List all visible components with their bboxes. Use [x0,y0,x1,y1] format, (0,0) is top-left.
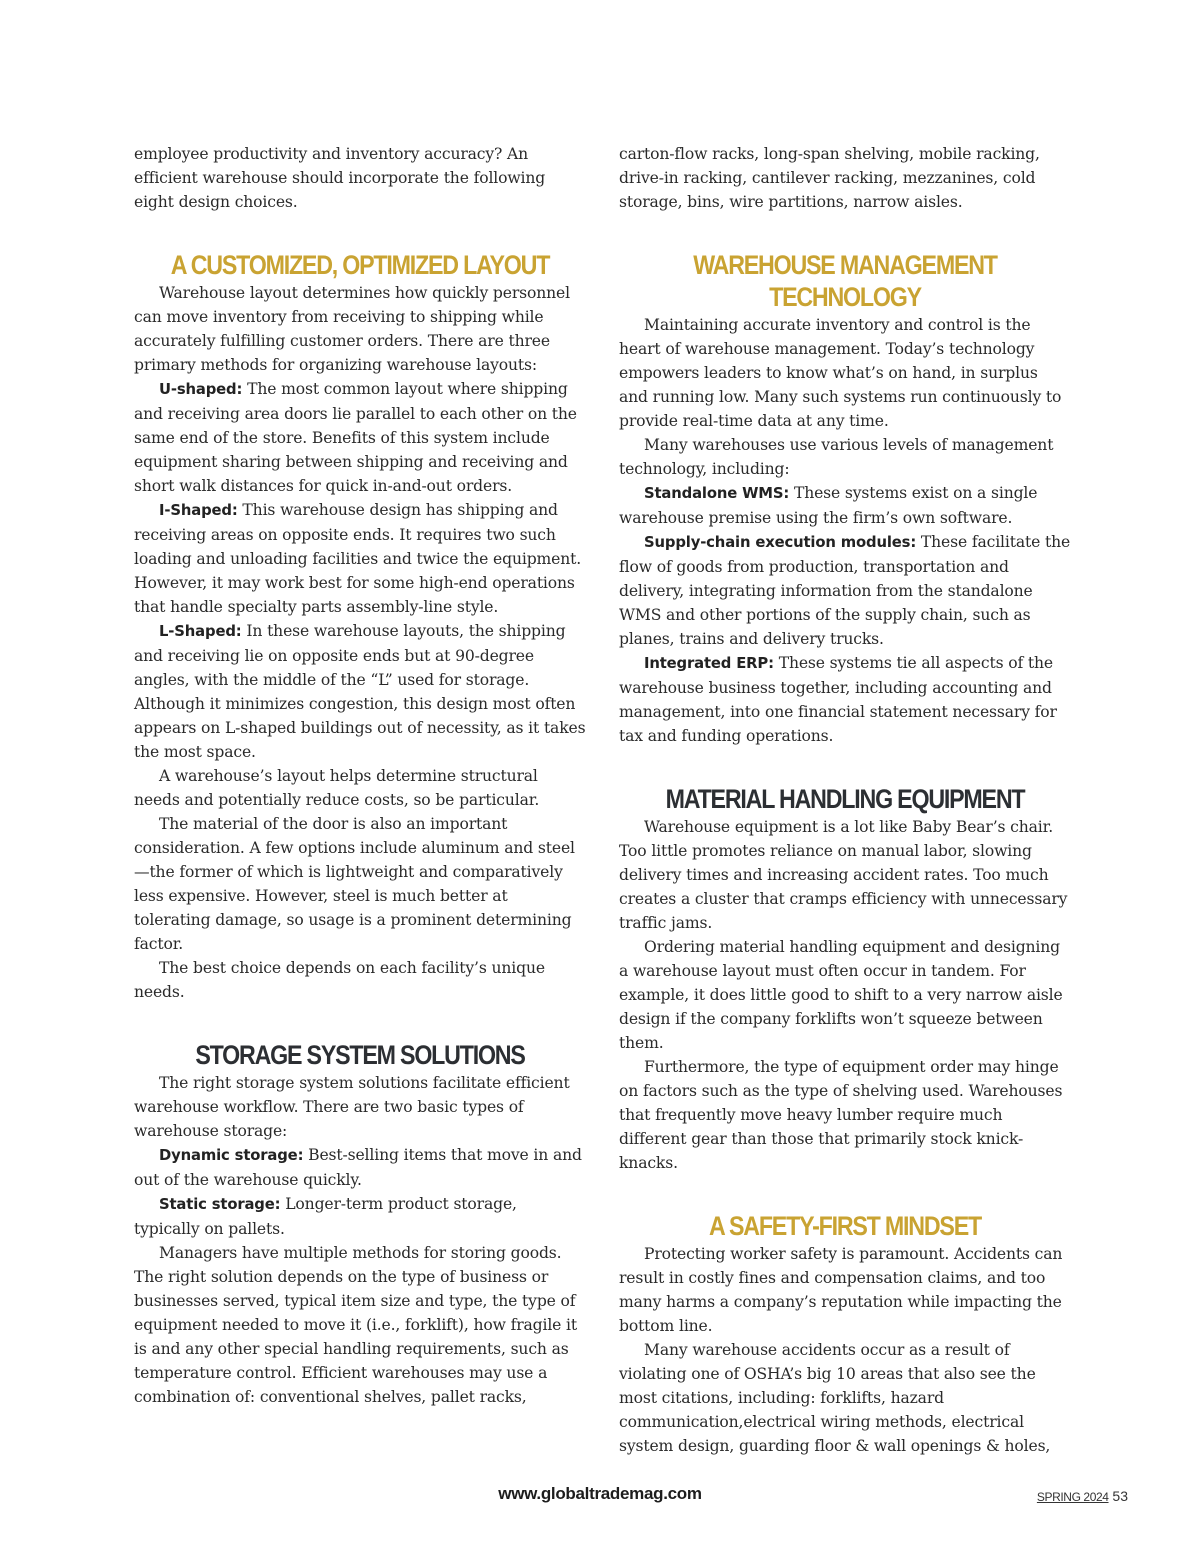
paragraph: Managers have multiple methods for storing goods. The right solution depends on the type of business or businesses served, typical item size and type, the type of equipment needed to move it (i.e., forklift), how fragile it is and any other special handling requirements, such as temperature control. Efficient warehouses may use a combination of: conventional shelves, pallet racks, [134,1244,577,1406]
heading-material-handling: MATERIAL HANDLING EQUIPMENT [665,784,1025,814]
paragraph: The right storage system solutions facilitate efficient warehouse workflow. There are two basic types of warehouse storage: [134,1074,570,1140]
term-label: I-Shaped: [159,502,238,519]
i-shaped-paragraph [134,498,586,619]
term-label: U-shaped: [159,381,243,398]
page-number: 53 [1112,1488,1128,1504]
term-text: These facilitate the flow of goods from production, transportation and delivery, integrating information from the standalone WMS and other portions of the supply chain, such as planes, trains and delivery trucks. [619,533,1071,648]
term-label: Standalone WMS: [644,485,790,502]
heading-storage-solutions: STORAGE SYSTEM SOLUTIONS [195,1040,525,1070]
term-label: L-Shaped: [159,623,242,640]
term-label: Integrated ERP: [644,655,774,672]
paragraph: Warehouse layout determines how quickly personnel can move inventory from receiving to shipping while accurately fulfilling customer orders. There are three primary methods for organizing warehouse layouts: [134,284,570,374]
l-shaped-paragraph [134,619,586,764]
term-label: Dynamic storage: [159,1147,304,1164]
u-shaped-paragraph [134,377,586,498]
term-text: This warehouse design has shipping and receiving areas on opposite ends. It requires two such loading and unloading facilities and twice the equipment. However, it may work best for some high-end operations that handle specialty parts assembly-line style. [134,501,582,616]
standalone-wms-paragraph [619,481,1071,530]
paragraph: Protecting worker safety is paramount. Accidents can result in costly fines and compensation claims, and too many harms a company’s reputation while impacting the bottom line. [619,1245,1063,1335]
term-label: Supply-chain execution modules: [644,534,917,551]
dynamic-storage-paragraph [134,1143,586,1192]
integrated-erp-paragraph [619,651,1071,748]
footer-page-info [1037,1488,1128,1504]
paragraph: Warehouse equipment is a lot like Baby Bear’s chair. Too little promotes reliance on manual labor, slowing delivery times and increasing accident rates. Too much creates a cluster that cramps efficiency with unnecessary traffic jams. [619,818,1068,932]
paragraph: Ordering material handling equipment and designing a warehouse layout must often occur in tandem. For example, it does little good to shift to a very narrow aisle design if the company forklifts won’t squeeze between them. [619,938,1063,1052]
right-column [619,142,1071,1458]
paragraph: Many warehouse accidents occur as a result of violating one of OSHA’s big 10 areas that also see the most citations, including: forklifts, hazard communication,electrical wiring methods, electrical system design, guarding floor & wall openings & holes, [619,1341,1051,1455]
term-text: The most common layout where shipping and receiving area doors lie parallel to each other on the same end of the store. Benefits of this system include equipment sharing between shipping and receiving and short walk distances for quick in-and-out orders. [134,380,577,495]
paragraph: The best choice depends on each facility’s unique needs. [134,959,545,1001]
paragraph: Many warehouses use various levels of management technology, including: [619,436,1054,478]
left-column [134,142,586,1409]
term-text: These systems exist on a single warehouse premise using the firm’s own software. [619,484,1038,527]
paragraph: A warehouse’s layout helps determine structural needs and potentially reduce costs, so be particular. [134,767,540,809]
term-text: These systems tie all aspects of the warehouse business together, including accounting and management, into one financial statement necessary for tax and funding operations. [619,654,1057,745]
term-text: Best-selling items that move in and out of the warehouse quickly. [134,1146,582,1189]
supply-chain-paragraph [619,530,1071,651]
footer-website-link[interactable]: www.globaltrademag.com [498,1484,702,1503]
intro-paragraph: carton-flow racks, long-span shelving, mobile racking, drive-in racking, cantilever racking, mezzanines, cold storage, bins, wire partitions, narrow aisles. [619,145,1040,211]
paragraph: Furthermore, the type of equipment order may hinge on factors such as the type of shelving used. Warehouses that frequently move heavy lumber require much different gear than those that primarily stock knick-knacks. [619,1058,1063,1172]
heading-safety-first: A SAFETY-FIRST MINDSET [709,1211,981,1241]
intro-paragraph: employee productivity and inventory accuracy? An efficient warehouse should incorporate the following eight design choices. [134,145,546,211]
heading-management-technology: WAREHOUSE MANAGEMENT TECHNOLOGY [693,250,997,312]
paragraph: Maintaining accurate inventory and control is the heart of warehouse management. Today’s technology empowers leaders to know what’s on hand, in surplus and running low. Many such systems run continuously to provide real-time data at any time. [619,316,1062,430]
term-text: In these warehouse layouts, the shipping and receiving lie on opposite ends but at 90-degree angles, with the middle of the “L” used for storage. Although it minimizes congestion, this design most often appears on L-shaped buildings out of necessity, as it takes the most space. [134,622,586,761]
static-storage-paragraph [134,1192,586,1241]
paragraph: The material of the door is also an important consideration. A few options include aluminum and steel—the former of which is lightweight and comparatively less expensive. However, steel is much better at tolerating damage, so usage is a prominent determining factor. [134,815,575,953]
issue-label: SPRING 2024 [1036,1490,1109,1504]
term-text: Longer-term product storage, typically on pallets. [134,1195,517,1238]
term-label: Static storage: [159,1196,281,1213]
heading-customized-layout: A CUSTOMIZED, OPTIMIZED LAYOUT [170,250,550,280]
